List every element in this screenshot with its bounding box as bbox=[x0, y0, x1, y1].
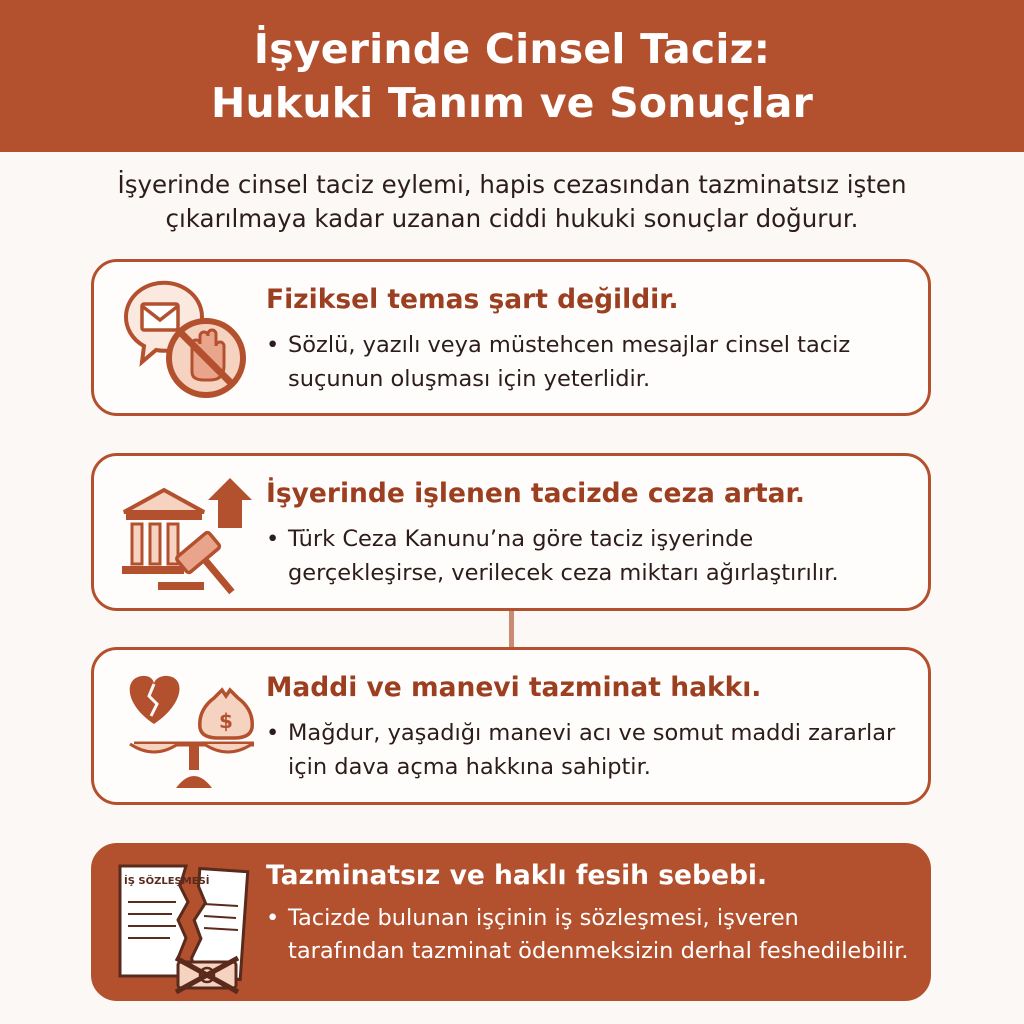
card-body bbox=[266, 328, 914, 396]
card-title: İşyerinde işlenen tacizde ceza artar. bbox=[266, 478, 805, 509]
bullet: • bbox=[266, 526, 280, 552]
message-no-touch-icon bbox=[114, 274, 264, 414]
card-workplace-penalty bbox=[91, 453, 931, 611]
page-title-line-2: Hukuki Tanım ve Sonuçlar bbox=[210, 79, 814, 127]
card-body-text: Türk Ceza Kanunu’na göre taciz işyerinde gerçekleşirse, verilecek ceza miktarı ağırlaştırılır. bbox=[288, 526, 839, 586]
bullet: • bbox=[266, 905, 280, 931]
card-body-text: Mağdur, yaşadığı manevi acı ve somut maddi zararlar için dava açma hakkına sahiptir. bbox=[288, 720, 896, 780]
card-body bbox=[266, 522, 914, 590]
intro-text: İşyerinde cinsel taciz eylemi, hapis cezasından tazminatsız işten çıkarılmaya kadar uzanan ciddi hukuki sonuçlar doğurur. bbox=[117, 170, 907, 233]
card-title: Maddi ve manevi tazminat hakkı. bbox=[266, 672, 762, 703]
card-compensation-right bbox=[91, 647, 931, 805]
svg-text:$: $ bbox=[219, 709, 233, 733]
bullet: • bbox=[266, 720, 280, 746]
courthouse-gavel-arrow-icon bbox=[114, 468, 264, 608]
card-body bbox=[266, 716, 914, 784]
broken-heart-scale-icon bbox=[114, 660, 264, 800]
card-body bbox=[266, 902, 914, 968]
card-title: Tazminatsız ve haklı fesih sebebi. bbox=[266, 860, 768, 891]
contract-icon-label: İŞ SÖZLEŞMESİ bbox=[124, 876, 210, 887]
card-body-text: Sözlü, yazılı veya müstehcen mesajlar cinsel taciz suçunun oluşması için yeterlidir. bbox=[288, 332, 851, 392]
card-termination-reason bbox=[91, 843, 931, 1001]
card-physical-contact bbox=[91, 259, 931, 416]
header-banner bbox=[0, 0, 1024, 152]
connector-line bbox=[509, 611, 514, 649]
card-title: Fiziksel temas şart değildir. bbox=[266, 284, 679, 315]
card-body-text: Tacizde bulunan işçinin iş sözleşmesi, işveren tarafından tazminat ödenmeksizin derhal feshedilebilir. bbox=[288, 905, 909, 964]
torn-contract-icon bbox=[114, 850, 264, 998]
page-title-line-1: İşyerinde Cinsel Taciz: bbox=[253, 25, 771, 73]
bullet: • bbox=[266, 332, 280, 358]
